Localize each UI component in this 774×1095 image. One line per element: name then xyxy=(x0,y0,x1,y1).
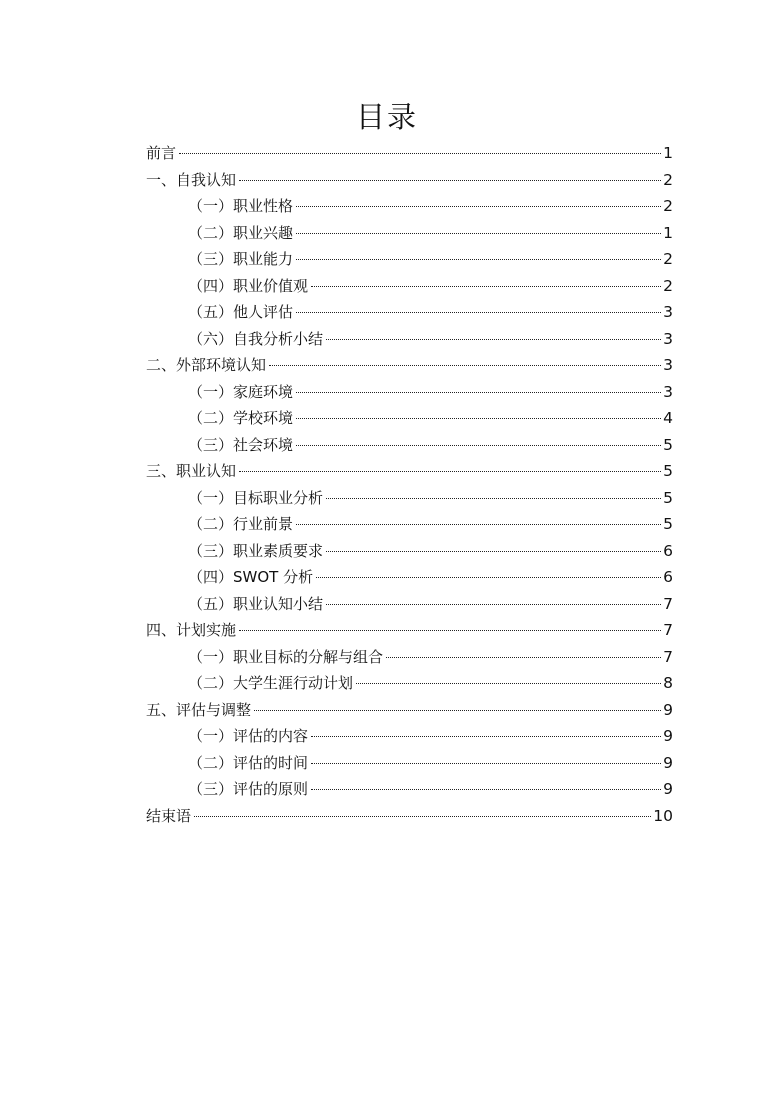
toc-entry-label: （二）评估的时间 xyxy=(188,753,309,772)
toc-dot-leader xyxy=(296,392,661,393)
toc-dot-leader xyxy=(179,153,661,154)
toc-entry-page-number: 5 xyxy=(663,435,673,454)
toc-entry-page-number: 7 xyxy=(663,647,673,666)
toc-entry-page-number: 2 xyxy=(663,276,673,295)
toc-entry-section[interactable] xyxy=(146,644,673,671)
toc-dot-leader xyxy=(239,180,661,181)
toc-entry-label: （四）职业价值观 xyxy=(188,276,309,295)
toc-entry-chapter[interactable] xyxy=(146,352,673,379)
toc-entry-section[interactable] xyxy=(146,723,673,750)
toc-dot-leader xyxy=(311,736,661,737)
toc-entry-chapter[interactable] xyxy=(146,458,673,485)
toc-entry-page-number: 6 xyxy=(663,568,673,586)
toc-list xyxy=(146,140,673,829)
toc-entry-page-number: 10 xyxy=(653,806,673,825)
toc-dot-leader xyxy=(239,471,661,472)
toc-entry-page-number: 3 xyxy=(663,303,673,321)
toc-entry-label: （二）学校环境 xyxy=(188,409,294,427)
toc-entry-section[interactable] xyxy=(146,511,673,538)
toc-entry-page-number: 4 xyxy=(663,409,673,427)
toc-entry-page-number: 7 xyxy=(663,594,673,613)
toc-entry-page-number: 2 xyxy=(663,197,673,215)
toc-entry-section[interactable] xyxy=(146,220,673,247)
toc-entry-section[interactable] xyxy=(146,193,673,220)
toc-entry-label: （三）评估的原则 xyxy=(188,780,309,798)
toc-dot-leader xyxy=(296,445,661,446)
toc-dot-leader xyxy=(254,710,661,711)
toc-entry-page-number: 3 xyxy=(663,356,673,374)
toc-entry-section[interactable] xyxy=(146,246,673,273)
toc-entry-label: 一、自我认知 xyxy=(146,170,237,189)
toc-entry-label: （二）职业兴趣 xyxy=(188,223,294,242)
toc-entry-label: （二）大学生涯行动计划 xyxy=(188,674,354,692)
toc-entry-label: 前言 xyxy=(146,144,177,162)
toc-dot-leader xyxy=(296,418,661,419)
toc-entry-page-number: 8 xyxy=(663,674,673,692)
toc-dot-leader xyxy=(296,206,661,207)
toc-entry-section[interactable] xyxy=(146,591,673,618)
toc-entry-page-number: 5 xyxy=(663,515,673,533)
toc-entry-label: 三、职业认知 xyxy=(146,462,237,480)
toc-entry-page-number: 5 xyxy=(663,462,673,480)
toc-entry-label: （三）职业素质要求 xyxy=(188,541,324,560)
toc-entry-label: （四）SWOT 分析 xyxy=(188,568,314,586)
toc-entry-label: （一）目标职业分析 xyxy=(188,488,324,507)
toc-entry-page-number: 5 xyxy=(663,488,673,507)
toc-entry-label: 结束语 xyxy=(146,806,192,825)
toc-dot-leader xyxy=(311,789,661,790)
toc-entry-label: （六）自我分析小结 xyxy=(188,329,324,348)
toc-entry-label: （三）社会环境 xyxy=(188,435,294,454)
toc-entry-section[interactable] xyxy=(146,485,673,512)
toc-title: 目录 xyxy=(355,100,418,134)
toc-entry-page-number: 7 xyxy=(663,621,673,639)
toc-entry-page-number: 2 xyxy=(663,170,673,189)
toc-dot-leader xyxy=(239,630,661,631)
toc-entry-page-number: 2 xyxy=(663,250,673,268)
toc-entry-label: （一）评估的内容 xyxy=(188,727,309,745)
toc-entry-section[interactable] xyxy=(146,379,673,406)
toc-dot-leader xyxy=(296,312,661,313)
toc-entry-page-number: 9 xyxy=(663,780,673,798)
toc-entry-label: （五）他人评估 xyxy=(188,303,294,321)
toc-entry-section[interactable] xyxy=(146,670,673,697)
toc-dot-leader xyxy=(269,365,661,366)
toc-entry-section[interactable] xyxy=(146,273,673,300)
toc-entry-page-number: 3 xyxy=(663,382,673,401)
toc-dot-leader xyxy=(296,524,661,525)
toc-entry-label: （二）行业前景 xyxy=(188,515,294,533)
toc-entry-section[interactable] xyxy=(146,538,673,565)
toc-entry-section[interactable] xyxy=(146,299,673,326)
toc-entry-chapter[interactable] xyxy=(146,167,673,194)
toc-dot-leader xyxy=(296,233,661,234)
toc-dot-leader xyxy=(326,604,661,605)
toc-dot-leader xyxy=(194,816,651,817)
toc-entry-chapter[interactable] xyxy=(146,803,673,830)
toc-dot-leader xyxy=(296,259,661,260)
toc-entry-section[interactable] xyxy=(146,326,673,353)
toc-entry-page-number: 3 xyxy=(663,329,673,348)
toc-entry-section[interactable] xyxy=(146,750,673,777)
toc-entry-page-number: 6 xyxy=(663,541,673,560)
toc-dot-leader xyxy=(326,551,661,552)
toc-dot-leader xyxy=(316,577,661,578)
toc-entry-section[interactable] xyxy=(146,405,673,432)
toc-entry-label: 二、外部环境认知 xyxy=(146,356,267,374)
toc-dot-leader xyxy=(326,339,661,340)
toc-entry-page-number: 9 xyxy=(663,700,673,719)
toc-entry-page-number: 9 xyxy=(663,753,673,772)
toc-entry-label: （一）家庭环境 xyxy=(188,382,294,401)
toc-entry-label: （五）职业认知小结 xyxy=(188,594,324,613)
toc-dot-leader xyxy=(326,498,661,499)
toc-dot-leader xyxy=(311,763,661,764)
toc-entry-label: （一）职业性格 xyxy=(188,197,294,215)
toc-entry-label: 四、计划实施 xyxy=(146,621,237,639)
toc-entry-page-number: 1 xyxy=(663,144,673,162)
toc-dot-leader xyxy=(311,286,661,287)
toc-entry-page-number: 1 xyxy=(663,223,673,242)
toc-entry-chapter[interactable] xyxy=(146,617,673,644)
toc-entry-section[interactable] xyxy=(146,564,673,591)
toc-entry-label: 五、评估与调整 xyxy=(146,700,252,719)
toc-entry-chapter[interactable] xyxy=(146,140,673,167)
toc-entry-chapter[interactable] xyxy=(146,697,673,724)
toc-entry-section[interactable] xyxy=(146,432,673,459)
toc-entry-page-number: 9 xyxy=(663,727,673,745)
toc-entry-label: （一）职业目标的分解与组合 xyxy=(188,647,384,666)
toc-dot-leader xyxy=(386,657,661,658)
toc-entry-label: （三）职业能力 xyxy=(188,250,294,268)
toc-entry-section[interactable] xyxy=(146,776,673,803)
toc-dot-leader xyxy=(356,683,661,684)
